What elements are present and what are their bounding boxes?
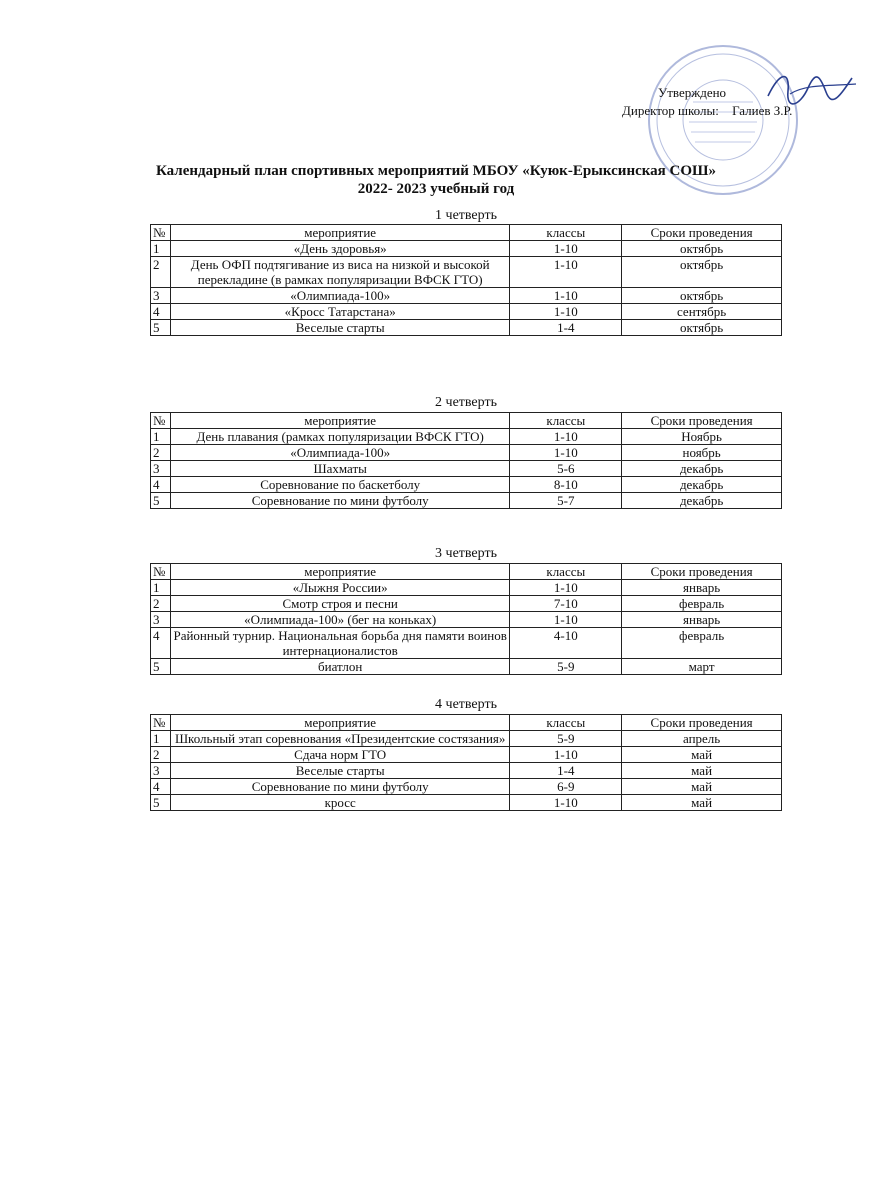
cell-event: Шахматы (170, 461, 509, 477)
header-classes: классы (510, 715, 622, 731)
cell-event: кросс (170, 795, 509, 811)
table-row (151, 659, 782, 675)
header-classes: классы (510, 564, 622, 580)
cell-classes: 8-10 (510, 477, 622, 493)
quarter-3-table (150, 563, 782, 675)
cell-dates: май (622, 763, 782, 779)
cell-event: Смотр строя и песни (170, 596, 509, 612)
table-header-row (151, 564, 782, 580)
table-row (151, 779, 782, 795)
cell-dates: январь (622, 612, 782, 628)
cell-event: Веселые старты (170, 320, 509, 336)
cell-num: 4 (151, 304, 171, 320)
cell-num: 1 (151, 731, 171, 747)
cell-classes: 1-10 (510, 429, 622, 445)
cell-classes: 5-9 (510, 731, 622, 747)
cell-event: Школьный этап соревнования «Президентские состязания» (170, 731, 509, 747)
cell-dates: ноябрь (622, 445, 782, 461)
table-row (151, 612, 782, 628)
cell-classes: 1-10 (510, 580, 622, 596)
table-header-row (151, 715, 782, 731)
header-event: мероприятие (170, 564, 509, 580)
table-row (151, 731, 782, 747)
header-dates: Сроки проведения (622, 564, 782, 580)
quarter-4-label: 4 четверть (435, 697, 497, 712)
cell-num: 4 (151, 628, 171, 659)
cell-dates: апрель (622, 731, 782, 747)
table-row (151, 461, 782, 477)
cell-num: 5 (151, 493, 171, 509)
cell-classes: 1-10 (510, 612, 622, 628)
cell-dates: январь (622, 580, 782, 596)
cell-num: 1 (151, 580, 171, 596)
cell-dates: февраль (622, 596, 782, 612)
cell-dates: октябрь (622, 257, 782, 288)
table-row (151, 429, 782, 445)
cell-dates: май (622, 747, 782, 763)
cell-num: 5 (151, 320, 171, 336)
cell-dates: февраль (622, 628, 782, 659)
cell-classes: 1-4 (510, 763, 622, 779)
cell-event: Веселые старты (170, 763, 509, 779)
table-row (151, 795, 782, 811)
cell-event: Районный турнир. Национальная борьба дня памяти воинов интернационалистов (170, 628, 509, 659)
table-header-row (151, 225, 782, 241)
cell-classes: 5-9 (510, 659, 622, 675)
cell-num: 2 (151, 596, 171, 612)
header-event: мероприятие (170, 413, 509, 429)
cell-dates: декабрь (622, 461, 782, 477)
cell-num: 2 (151, 747, 171, 763)
table-row (151, 596, 782, 612)
cell-dates: декабрь (622, 493, 782, 509)
cell-dates: май (622, 779, 782, 795)
cell-event: Соревнование по мини футболу (170, 779, 509, 795)
cell-event: «Кросс Татарстана» (170, 304, 509, 320)
cell-event: «Лыжня России» (170, 580, 509, 596)
cell-num: 3 (151, 612, 171, 628)
cell-classes: 1-10 (510, 445, 622, 461)
header-dates: Сроки проведения (622, 225, 782, 241)
cell-dates: Ноябрь (622, 429, 782, 445)
cell-event: День ОФП подтягивание из виса на низкой и высокой перекладине (в рамках популяризации ВФСК ГТО) (170, 257, 509, 288)
table-row (151, 628, 782, 659)
cell-event: «День здоровья» (170, 241, 509, 257)
cell-classes: 7-10 (510, 596, 622, 612)
cell-dates: декабрь (622, 477, 782, 493)
cell-num: 4 (151, 477, 171, 493)
cell-dates: октябрь (622, 320, 782, 336)
header-event: мероприятие (170, 225, 509, 241)
approval-block (560, 84, 860, 120)
header-dates: Сроки проведения (622, 715, 782, 731)
cell-event: «Олимпиада-100» (170, 445, 509, 461)
table-row (151, 445, 782, 461)
director-label: Директор школы: (622, 103, 719, 118)
table-row (151, 493, 782, 509)
cell-classes: 4-10 (510, 628, 622, 659)
cell-num: 3 (151, 763, 171, 779)
document-title (0, 162, 872, 198)
cell-classes: 5-6 (510, 461, 622, 477)
cell-event: биатлон (170, 659, 509, 675)
quarter-2-table (150, 412, 782, 509)
cell-classes: 1-10 (510, 257, 622, 288)
director-name: Галиев З.Р. (732, 103, 793, 118)
title-line-1: Календарный план спортивных мероприятий МБОУ «Куюк-Ерыксинская СОШ» (155, 163, 717, 179)
header-classes: классы (510, 413, 622, 429)
table-row (151, 288, 782, 304)
cell-event: Соревнование по баскетболу (170, 477, 509, 493)
cell-event: День плавания (рамках популяризации ВФСК ГТО) (170, 429, 509, 445)
header-num: № (151, 564, 171, 580)
approved-label: Утверждено (658, 85, 727, 100)
quarter-4-table (150, 714, 782, 811)
cell-num: 2 (151, 445, 171, 461)
cell-classes: 1-10 (510, 795, 622, 811)
table-row (151, 477, 782, 493)
cell-dates: май (622, 795, 782, 811)
title-line-2: 2022- 2023 учебный год (357, 181, 515, 197)
cell-num: 1 (151, 429, 171, 445)
cell-num: 1 (151, 241, 171, 257)
quarter-3-label: 3 четверть (435, 546, 497, 561)
cell-num: 4 (151, 779, 171, 795)
header-num: № (151, 225, 171, 241)
cell-classes: 6-9 (510, 779, 622, 795)
cell-num: 5 (151, 659, 171, 675)
cell-num: 3 (151, 461, 171, 477)
header-classes: классы (510, 225, 622, 241)
cell-dates: сентябрь (622, 304, 782, 320)
table-header-row (151, 413, 782, 429)
table-row (151, 580, 782, 596)
cell-classes: 1-10 (510, 241, 622, 257)
cell-event: «Олимпиада-100» (170, 288, 509, 304)
cell-classes: 1-10 (510, 747, 622, 763)
cell-classes: 5-7 (510, 493, 622, 509)
table-row (151, 747, 782, 763)
quarter-2-label: 2 четверть (435, 395, 497, 410)
cell-num: 5 (151, 795, 171, 811)
cell-event: Сдача норм ГТО (170, 747, 509, 763)
table-row (151, 320, 782, 336)
table-row (151, 241, 782, 257)
header-dates: Сроки проведения (622, 413, 782, 429)
cell-dates: март (622, 659, 782, 675)
cell-dates: октябрь (622, 288, 782, 304)
quarter-1-label: 1 четверть (435, 208, 497, 223)
cell-classes: 1-10 (510, 288, 622, 304)
quarter-1-table (150, 224, 782, 336)
header-event: мероприятие (170, 715, 509, 731)
header-num: № (151, 413, 171, 429)
cell-classes: 1-10 (510, 304, 622, 320)
cell-num: 3 (151, 288, 171, 304)
table-row (151, 763, 782, 779)
table-row (151, 257, 782, 288)
cell-num: 2 (151, 257, 171, 288)
header-num: № (151, 715, 171, 731)
table-row (151, 304, 782, 320)
cell-classes: 1-4 (510, 320, 622, 336)
cell-dates: октябрь (622, 241, 782, 257)
cell-event: «Олимпиада-100» (бег на коньках) (170, 612, 509, 628)
cell-event: Соревнование по мини футболу (170, 493, 509, 509)
